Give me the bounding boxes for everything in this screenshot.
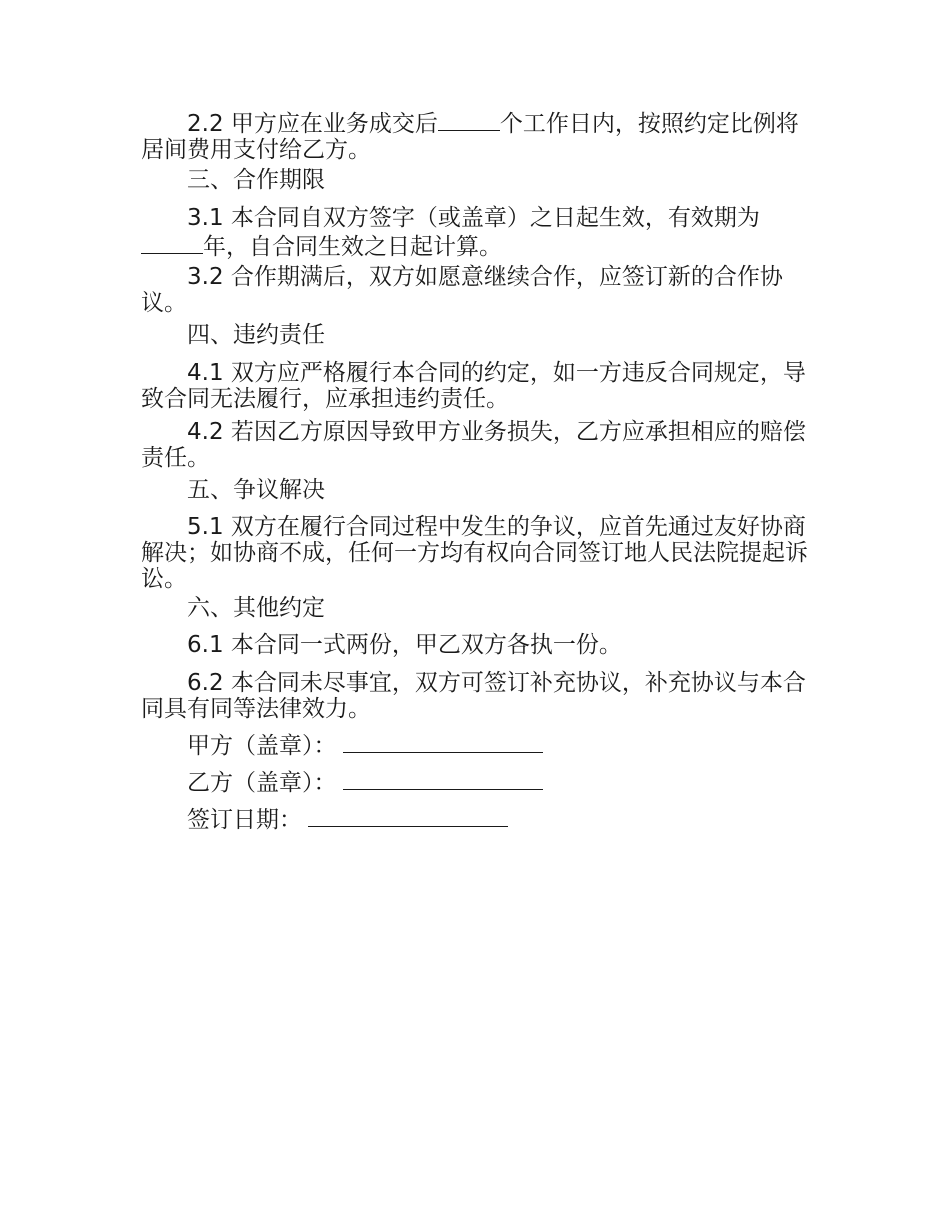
section-6-heading: 六、其他约定 xyxy=(187,595,325,621)
clause-3-1-text-after: 年，自合同生效之日起计算。 xyxy=(203,234,502,260)
section-5-heading: 五、争议解决 xyxy=(187,477,325,503)
years-blank-line xyxy=(141,231,203,254)
days-blank-line xyxy=(438,108,500,131)
clause-6-2: 6.2 本合同未尽事宜，双方可签订补充协议，补充协议与本合同具有同等法律效力。 xyxy=(141,670,806,722)
clause-2-2-text-after: 个工作日内，按照约定比例将居间费用支付给乙方。 xyxy=(141,111,799,163)
clause-3-1 xyxy=(141,205,813,260)
clause-2-2-text-before: 2.2 甲方应在业务成交后 xyxy=(187,111,438,137)
section-4-heading: 四、违约责任 xyxy=(187,322,325,348)
clause-3-1-text-before: 3.1 本合同自双方签字（或盖章）之日起生效，有效期为 xyxy=(187,205,760,231)
clause-4-1: 4.1 双方应严格履行本合同的约定，如一方违反合同规定，导致合同无法履行，应承担违约责任。 xyxy=(141,360,806,412)
section-3-heading: 三、合作期限 xyxy=(187,167,325,193)
party-b-signature-row xyxy=(187,767,543,796)
party-a-signature-row xyxy=(187,730,543,759)
clause-2-2 xyxy=(141,108,813,163)
signing-date-label: 签订日期： xyxy=(187,807,302,833)
clause-5-1: 5.1 双方在履行合同过程中发生的争议，应首先通过友好协商解决；如协商不成，任何一方均有权向合同签订地人民法院提起诉讼。 xyxy=(141,514,808,592)
party-a-signature-line xyxy=(343,730,543,753)
clause-3-2: 3.2 合作期满后，双方如愿意继续合作，应签订新的合作协议。 xyxy=(141,264,783,316)
signing-date-row xyxy=(187,804,508,833)
clause-4-2: 4.2 若因乙方原因导致甲方业务损失，乙方应承担相应的赔偿责任。 xyxy=(141,419,806,471)
party-a-label: 甲方（盖章）： xyxy=(187,733,337,759)
party-b-signature-line xyxy=(343,767,543,790)
clause-6-1: 6.1 本合同一式两份，甲乙双方各执一份。 xyxy=(187,632,622,658)
signing-date-line xyxy=(308,804,508,827)
party-b-label: 乙方（盖章）： xyxy=(187,770,337,796)
